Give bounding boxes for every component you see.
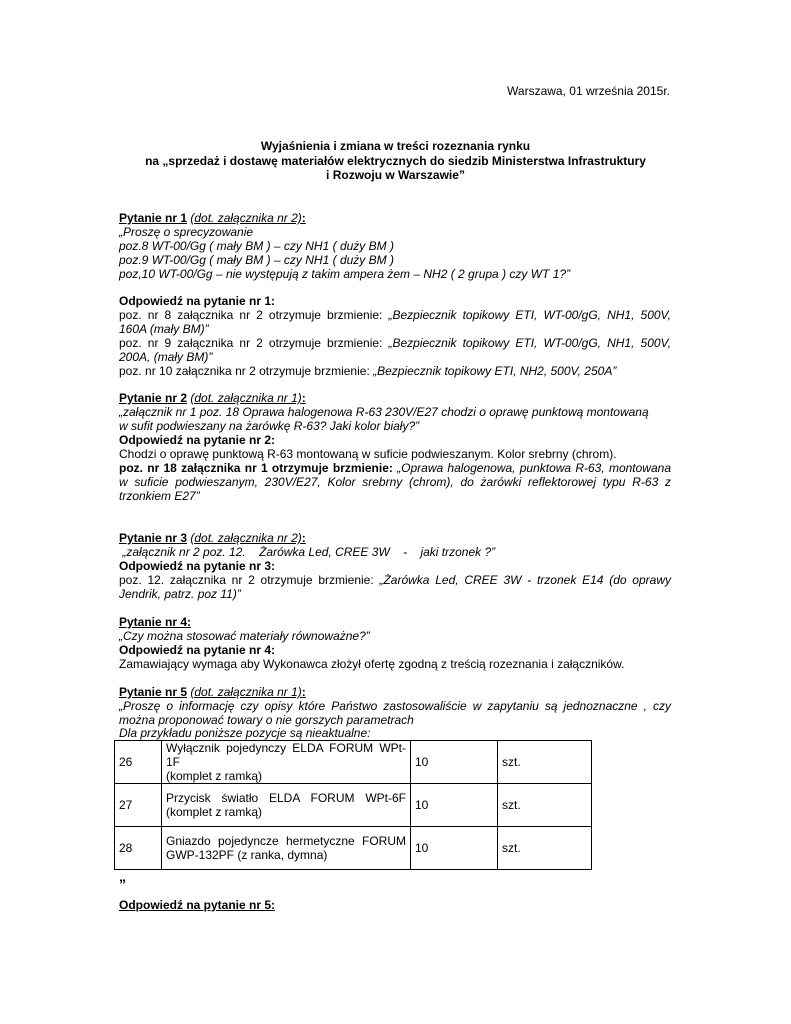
question-2-ref: (dot. załącznika nr 1) (190, 391, 302, 405)
answer-2-label: Odpowiedź na pytanie nr 2: (119, 433, 276, 447)
table-row (115, 741, 592, 784)
question-1-line-4: poz,10 WT-00/Gg – nie występują z takim ampera żem – NH2 ( 2 grupa ) czy WT 1?” (119, 267, 571, 281)
table-cell-no: 28 (115, 827, 162, 870)
table-row (115, 784, 592, 827)
question-1-line-2: poz.8 WT-00/Gg ( mały BM ) – czy NH1 ( duży BM ) (119, 239, 394, 253)
question-2-colon: : (301, 391, 306, 405)
table-cell-name-line-2: (komplet z ramką) (166, 769, 263, 783)
answer-5-label: Odpowiedź na pytanie nr 5: (119, 898, 276, 912)
question-1-colon: : (301, 211, 306, 225)
title-line-1: Wyjaśnienia i zmiana w treści rozeznania rynku (260, 139, 531, 153)
table-cell-name-line-1: Przycisk światło ELDA FORUM WPt-6F (166, 791, 406, 805)
answer-2-italic-line-3: trzonkiem E27” (119, 489, 200, 503)
table-cell-name (162, 784, 411, 827)
question-1-line-1: „Proszę o sprecyzowanie (119, 225, 254, 239)
question-2-line-2: w sufit podwieszany na żarówkę R-63? Jaki kolor biały?” (119, 419, 420, 433)
question-2-heading (119, 391, 306, 405)
answer-3-italic-line-2: Jendrik, patrz. poz 11)” (119, 587, 241, 601)
question-3-label: Pytanie nr 3 (119, 531, 188, 545)
answer-3-line-1 (119, 573, 671, 587)
question-3-line-1: „załącznik nr 2 poz. 12. Żarówka Led, CREE 3W - jaki trzonek ?” (119, 545, 496, 559)
question-5-line-1: „Proszę o informację czy opisy które Państwo zastosowaliście w zapytaniu są jednoznaczne , czy (119, 699, 671, 713)
question-5-label: Pytanie nr 5 (119, 685, 188, 699)
answer-2-italic-line-2: w suficie podwieszanym, 230V/E27, Kolor srebrny (chrom), do żarówki reflektorowej typu R-63 z (119, 475, 671, 489)
table-cell-name (162, 741, 411, 784)
question-1-line-3: poz.9 WT-00/Gg ( mały BM ) – czy NH1 ( duży BM ) (119, 253, 394, 267)
table-cell-qty: 10 (411, 827, 498, 870)
answer-2-line-2 (119, 461, 671, 475)
answer-1-item-9-prefix: poz. nr 9 załącznika nr 2 otrzymuje brzmienie: (119, 336, 389, 350)
question-2-line-1: „załącznik nr 1 poz. 18 Oprawa halogenowa R-63 230V/E27 chodzi o oprawę punktową montowaną (119, 405, 649, 419)
question-3-heading (119, 531, 306, 545)
answer-2-line-1: Chodzi o oprawę punktową R-63 montowaną w suficie podwieszanym. Kolor srebrny (chrom). (119, 447, 617, 461)
table-cell-name (162, 827, 411, 870)
table-cell-name-line-1: Gniazdo pojedyncze hermetyczne FORUM (166, 834, 406, 848)
question-1-heading (119, 211, 306, 225)
question-1-label: Pytanie nr 1 (119, 211, 188, 225)
answer-2-italic-line-1: „Oprawa halogenowa, punktowa R-63, montowana (397, 461, 671, 475)
answer-3-label: Odpowiedź na pytanie nr 3: (119, 559, 276, 573)
table-cell-name-line-1: Wyłącznik pojedynczy ELDA FORUM WPt-1F (166, 741, 406, 769)
table-cell-no: 27 (115, 784, 162, 827)
answer-1-item-10-prefix: poz. nr 10 załącznika nr 2 otrzymuje brzmienie: (119, 364, 374, 378)
answer-1-item-8-text: „Bezpiecznik topikowy ETI, WT-00/gG, NH1, 500V, (388, 308, 672, 322)
question-2-label: Pytanie nr 2 (119, 391, 188, 405)
table-cell-name-line-2: (komplet z ramką) (166, 805, 263, 819)
answer-3-italic-line-1: „Żarówka Led, CREE 3W - trzonek E14 (do oprawy (379, 573, 671, 587)
table-cell-name-line-2: GWP-132PF (z ranka, dymna) (166, 848, 328, 862)
table-cell-unit: szt. (498, 827, 592, 870)
answer-1-item-8 (119, 308, 671, 322)
question-5-heading (119, 685, 306, 699)
answer-1-item-10-text: „Bezpiecznik topikowy ETI, NH2, 500V, 250A” (373, 364, 617, 378)
answer-1-item-9-text: „Bezpiecznik topikowy ETI, WT-00/gG, NH1, 500V, (388, 336, 672, 350)
table-cell-no: 26 (115, 741, 162, 784)
table-cell-qty: 10 (411, 741, 498, 784)
answer-1-item-10 (119, 364, 616, 378)
closing-quote: ” (119, 876, 126, 892)
question-3-colon: : (301, 531, 306, 545)
title-line-3: i Rozwoju w Warszawie” (326, 168, 465, 182)
document-date: Warszawa, 01 września 2015r. (507, 84, 670, 98)
question-3-ref: (dot. załącznika nr 2) (190, 531, 302, 545)
items-table (114, 740, 592, 870)
answer-1-item-8-prefix: poz. nr 8 załącznika nr 2 otrzymuje brzmienie: (119, 308, 389, 322)
answer-1-label: Odpowiedź na pytanie nr 1: (119, 294, 276, 308)
table-cell-qty: 10 (411, 784, 498, 827)
question-5-colon: : (301, 685, 306, 699)
answer-1-item-9-cont: 200A, (mały BM)” (119, 350, 213, 364)
question-4-label: Pytanie nr 4: (119, 615, 192, 629)
question-5-line-3: Dla przykładu poniższe pozycje są nieaktualne: (119, 726, 371, 740)
answer-1-item-8-cont: 160A (mały BM)” (119, 322, 209, 336)
table-cell-unit: szt. (498, 741, 592, 784)
question-5-ref: (dot. załącznika nr 1) (190, 685, 302, 699)
answer-4-label: Odpowiedź na pytanie nr 4: (119, 643, 276, 657)
answer-3-prefix: poz. 12. załącznika nr 2 otrzymuje brzmienie: (119, 573, 380, 587)
table-cell-unit: szt. (498, 784, 592, 827)
answer-4-line-1: Zamawiający wymaga aby Wykonawca złożył ofertę zgodną z treścią rozeznania i załączników. (119, 657, 625, 671)
question-5-line-2: można proponować towary o nie gorszych parametrach (119, 713, 414, 727)
answer-2-bold-prefix: poz. nr 18 załącznika nr 1 otrzymuje brzmienie: (119, 461, 398, 475)
title-line-2: na „sprzedaż i dostawę materiałów elektrycznych do siedzib Ministerstwa Infrastruktury (145, 154, 646, 168)
question-1-ref: (dot. załącznika nr 2) (190, 211, 302, 225)
question-4-line-1: „Czy można stosować materiały równoważne?” (119, 629, 370, 643)
answer-1-item-9 (119, 336, 671, 350)
table-row (115, 827, 592, 870)
